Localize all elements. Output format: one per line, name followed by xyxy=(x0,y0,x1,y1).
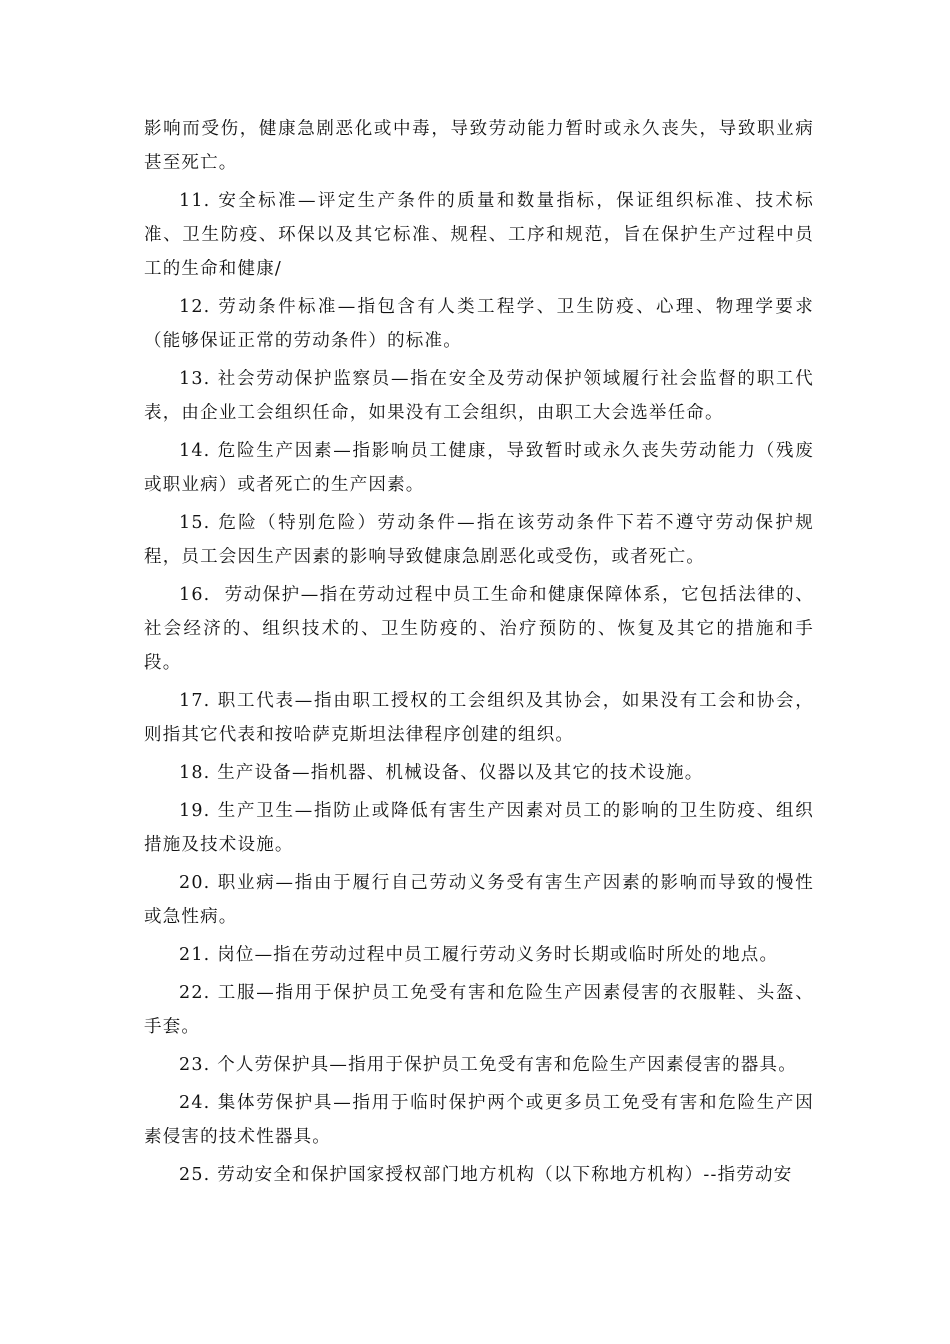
paragraph-item-15: 15. 危险（特别危险）劳动条件—指在该劳动条件下若不遵守劳动保护规程，员工会因生产因素的影响导致健康急剧恶化或受伤，或者死亡。 xyxy=(144,513,814,567)
paragraph-item-25: 25. 劳动安全和保护国家授权部门地方机构（以下称地方机构）--指劳动安 xyxy=(179,1165,793,1185)
paragraph-item-12: 12. 劳动条件标准—指包含有人类工程学、卫生防疫、心理、物理学要求（能够保证正常的劳动条件）的标准。 xyxy=(144,297,814,351)
paragraph-item-22: 22. 工服—指用于保护员工免受有害和危险生产因素侵害的衣服鞋、头盔、手套。 xyxy=(144,983,814,1037)
paragraph-item-13: 13. 社会劳动保护监察员—指在安全及劳动保护领域履行社会监督的职工代表，由企业工会组织任命，如果没有工会组织，由职工大会选举任命。 xyxy=(144,369,814,423)
paragraph-continuation: 影响而受伤，健康急剧恶化或中毒，导致劳动能力暂时或永久丧失，导致职业病甚至死亡。 xyxy=(144,119,814,173)
paragraph-item-20: 20. 职业病—指由于履行自己劳动义务受有害生产因素的影响而导致的慢性或急性病。 xyxy=(144,873,814,927)
paragraph-item-16: 16. 劳动保护—指在劳动过程中员工生命和健康保障体系，它包括法律的、社会经济的、组织技术的、卫生防疫的、治疗预防的、恢复及其它的措施和手段。 xyxy=(144,585,814,673)
paragraph-item-21: 21. 岗位—指在劳动过程中员工履行劳动义务时长期或临时所处的地点。 xyxy=(179,945,779,965)
paragraph-item-24: 24. 集体劳保护具—指用于临时保护两个或更多员工免受有害和危险生产因素侵害的技术性器具。 xyxy=(144,1093,814,1147)
paragraph-item-14: 14. 危险生产因素—指影响员工健康，导致暂时或永久丧失劳动能力（残废或职业病）或者死亡的生产因素。 xyxy=(144,441,814,495)
paragraph-item-19: 19. 生产卫生—指防止或降低有害生产因素对员工的影响的卫生防疫、组织措施及技术设施。 xyxy=(144,801,814,855)
paragraph-item-18: 18. 生产设备—指机器、机械设备、仪器以及其它的技术设施。 xyxy=(179,763,704,783)
paragraph-item-17: 17. 职工代表—指由职工授权的工会组织及其协会，如果没有工会和协会，则指其它代表和按哈萨克斯坦法律程序创建的组织。 xyxy=(144,691,814,745)
paragraph-item-23: 23. 个人劳保护具—指用于保护员工免受有害和危险生产因素侵害的器具。 xyxy=(179,1055,797,1075)
document-page xyxy=(144,112,814,1196)
paragraph-item-11: 11. 安全标准—评定生产条件的质量和数量指标，保证组织标准、技术标准、卫生防疫、环保以及其它标准、规程、工序和规范，旨在保护生产过程中员工的生命和健康/ xyxy=(144,191,814,279)
